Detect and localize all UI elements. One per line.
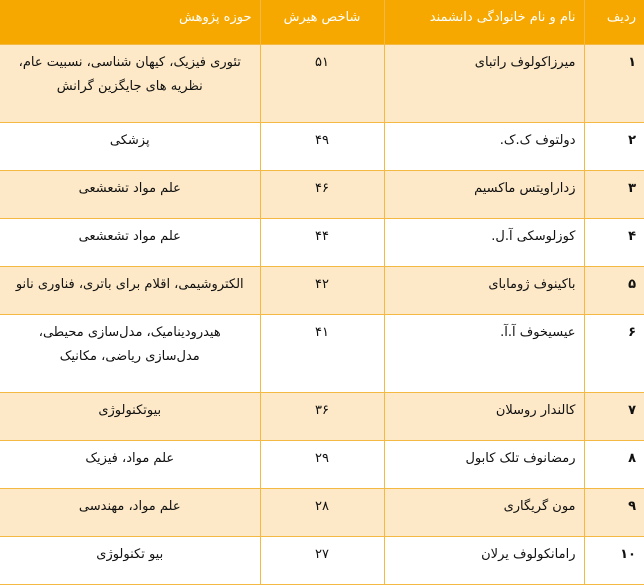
research-field (0, 536, 260, 584)
row-index: ۴ (584, 218, 644, 266)
row-index: ۳ (584, 170, 644, 218)
scientist-name: رامانکولوف یرلان (384, 536, 584, 584)
h-index-value: ۲۹ (260, 440, 384, 488)
table-row (0, 536, 644, 584)
scientist-name: مون گریگاری (384, 488, 584, 536)
h-index-value: ۴۶ (260, 170, 384, 218)
research-field (0, 266, 260, 314)
research-field-line: بیو تکنولوژی (96, 546, 164, 562)
research-field (0, 488, 260, 536)
research-field-line: بیوتکنولوژی (98, 402, 162, 418)
header-row (0, 0, 644, 44)
research-field-line: علم مواد تشعشعی (78, 180, 181, 196)
research-field-line: پزشکی (109, 132, 150, 148)
research-field-line: هیدرودینامیک، مدل‌سازی محیطی، (38, 324, 221, 340)
table-row (0, 170, 644, 218)
h-index-value: ۴۹ (260, 122, 384, 170)
table-row (0, 218, 644, 266)
row-index: ۶ (584, 314, 644, 392)
h-index-value: ۲۸ (260, 488, 384, 536)
scientist-name: باکینوف ژومابای (384, 266, 584, 314)
row-index: ۱۰ (584, 536, 644, 584)
header-name: نام و نام خانوادگی دانشمند (384, 0, 584, 44)
h-index-value: ۴۲ (260, 266, 384, 314)
table-row (0, 440, 644, 488)
research-field (0, 170, 260, 218)
row-index: ۸ (584, 440, 644, 488)
h-index-value: ۴۱ (260, 314, 384, 392)
research-field (0, 44, 260, 122)
scientist-name: زداراویتس ماکسیم (384, 170, 584, 218)
research-field-line: الکتروشیمی، اقلام برای باتری، فناوری نانو (15, 276, 244, 292)
table-row (0, 44, 644, 122)
research-field-line: علم مواد، فیزیک (85, 450, 175, 466)
research-field-line: تئوری فیزیک، کیهان شناسی، نسبیت عام، (18, 54, 241, 70)
research-field (0, 122, 260, 170)
h-index-value: ۲۷ (260, 536, 384, 584)
research-field-line: علم مواد تشعشعی (78, 228, 181, 244)
research-field (0, 218, 260, 266)
scientist-name: رمضانوف تلک کابول (384, 440, 584, 488)
scientist-name: میرزاکولوف راتبای (384, 44, 584, 122)
table-row (0, 122, 644, 170)
scientist-name: عیسیخوف آ.آ. (384, 314, 584, 392)
scientist-name: کوزلوسکی آ.ل. (384, 218, 584, 266)
header-research-field: حوزه پژوهش (0, 0, 260, 44)
research-field (0, 392, 260, 440)
header-index: ردیف (584, 0, 644, 44)
row-index: ۷ (584, 392, 644, 440)
scientist-name: دولتوف ک.ک. (384, 122, 584, 170)
row-index: ۱ (584, 44, 644, 122)
research-field-line: علم مواد، مهندسی (78, 498, 181, 514)
header-h-index: شاخص هیرش (260, 0, 384, 44)
research-field (0, 314, 260, 392)
h-index-value: ۴۴ (260, 218, 384, 266)
row-index: ۹ (584, 488, 644, 536)
research-field (0, 440, 260, 488)
table-row (0, 392, 644, 440)
scientist-name: کالندار روسلان (384, 392, 584, 440)
table-row (0, 266, 644, 314)
table-row (0, 314, 644, 392)
row-index: ۵ (584, 266, 644, 314)
row-index: ۲ (584, 122, 644, 170)
h-index-value: ۳۶ (260, 392, 384, 440)
research-field-line: نظریه های جایگزین گرانش (56, 78, 203, 94)
table-row (0, 488, 644, 536)
research-field-line: مدل‌سازی ریاضی، مکانیک (59, 348, 200, 364)
h-index-value: ۵۱ (260, 44, 384, 122)
